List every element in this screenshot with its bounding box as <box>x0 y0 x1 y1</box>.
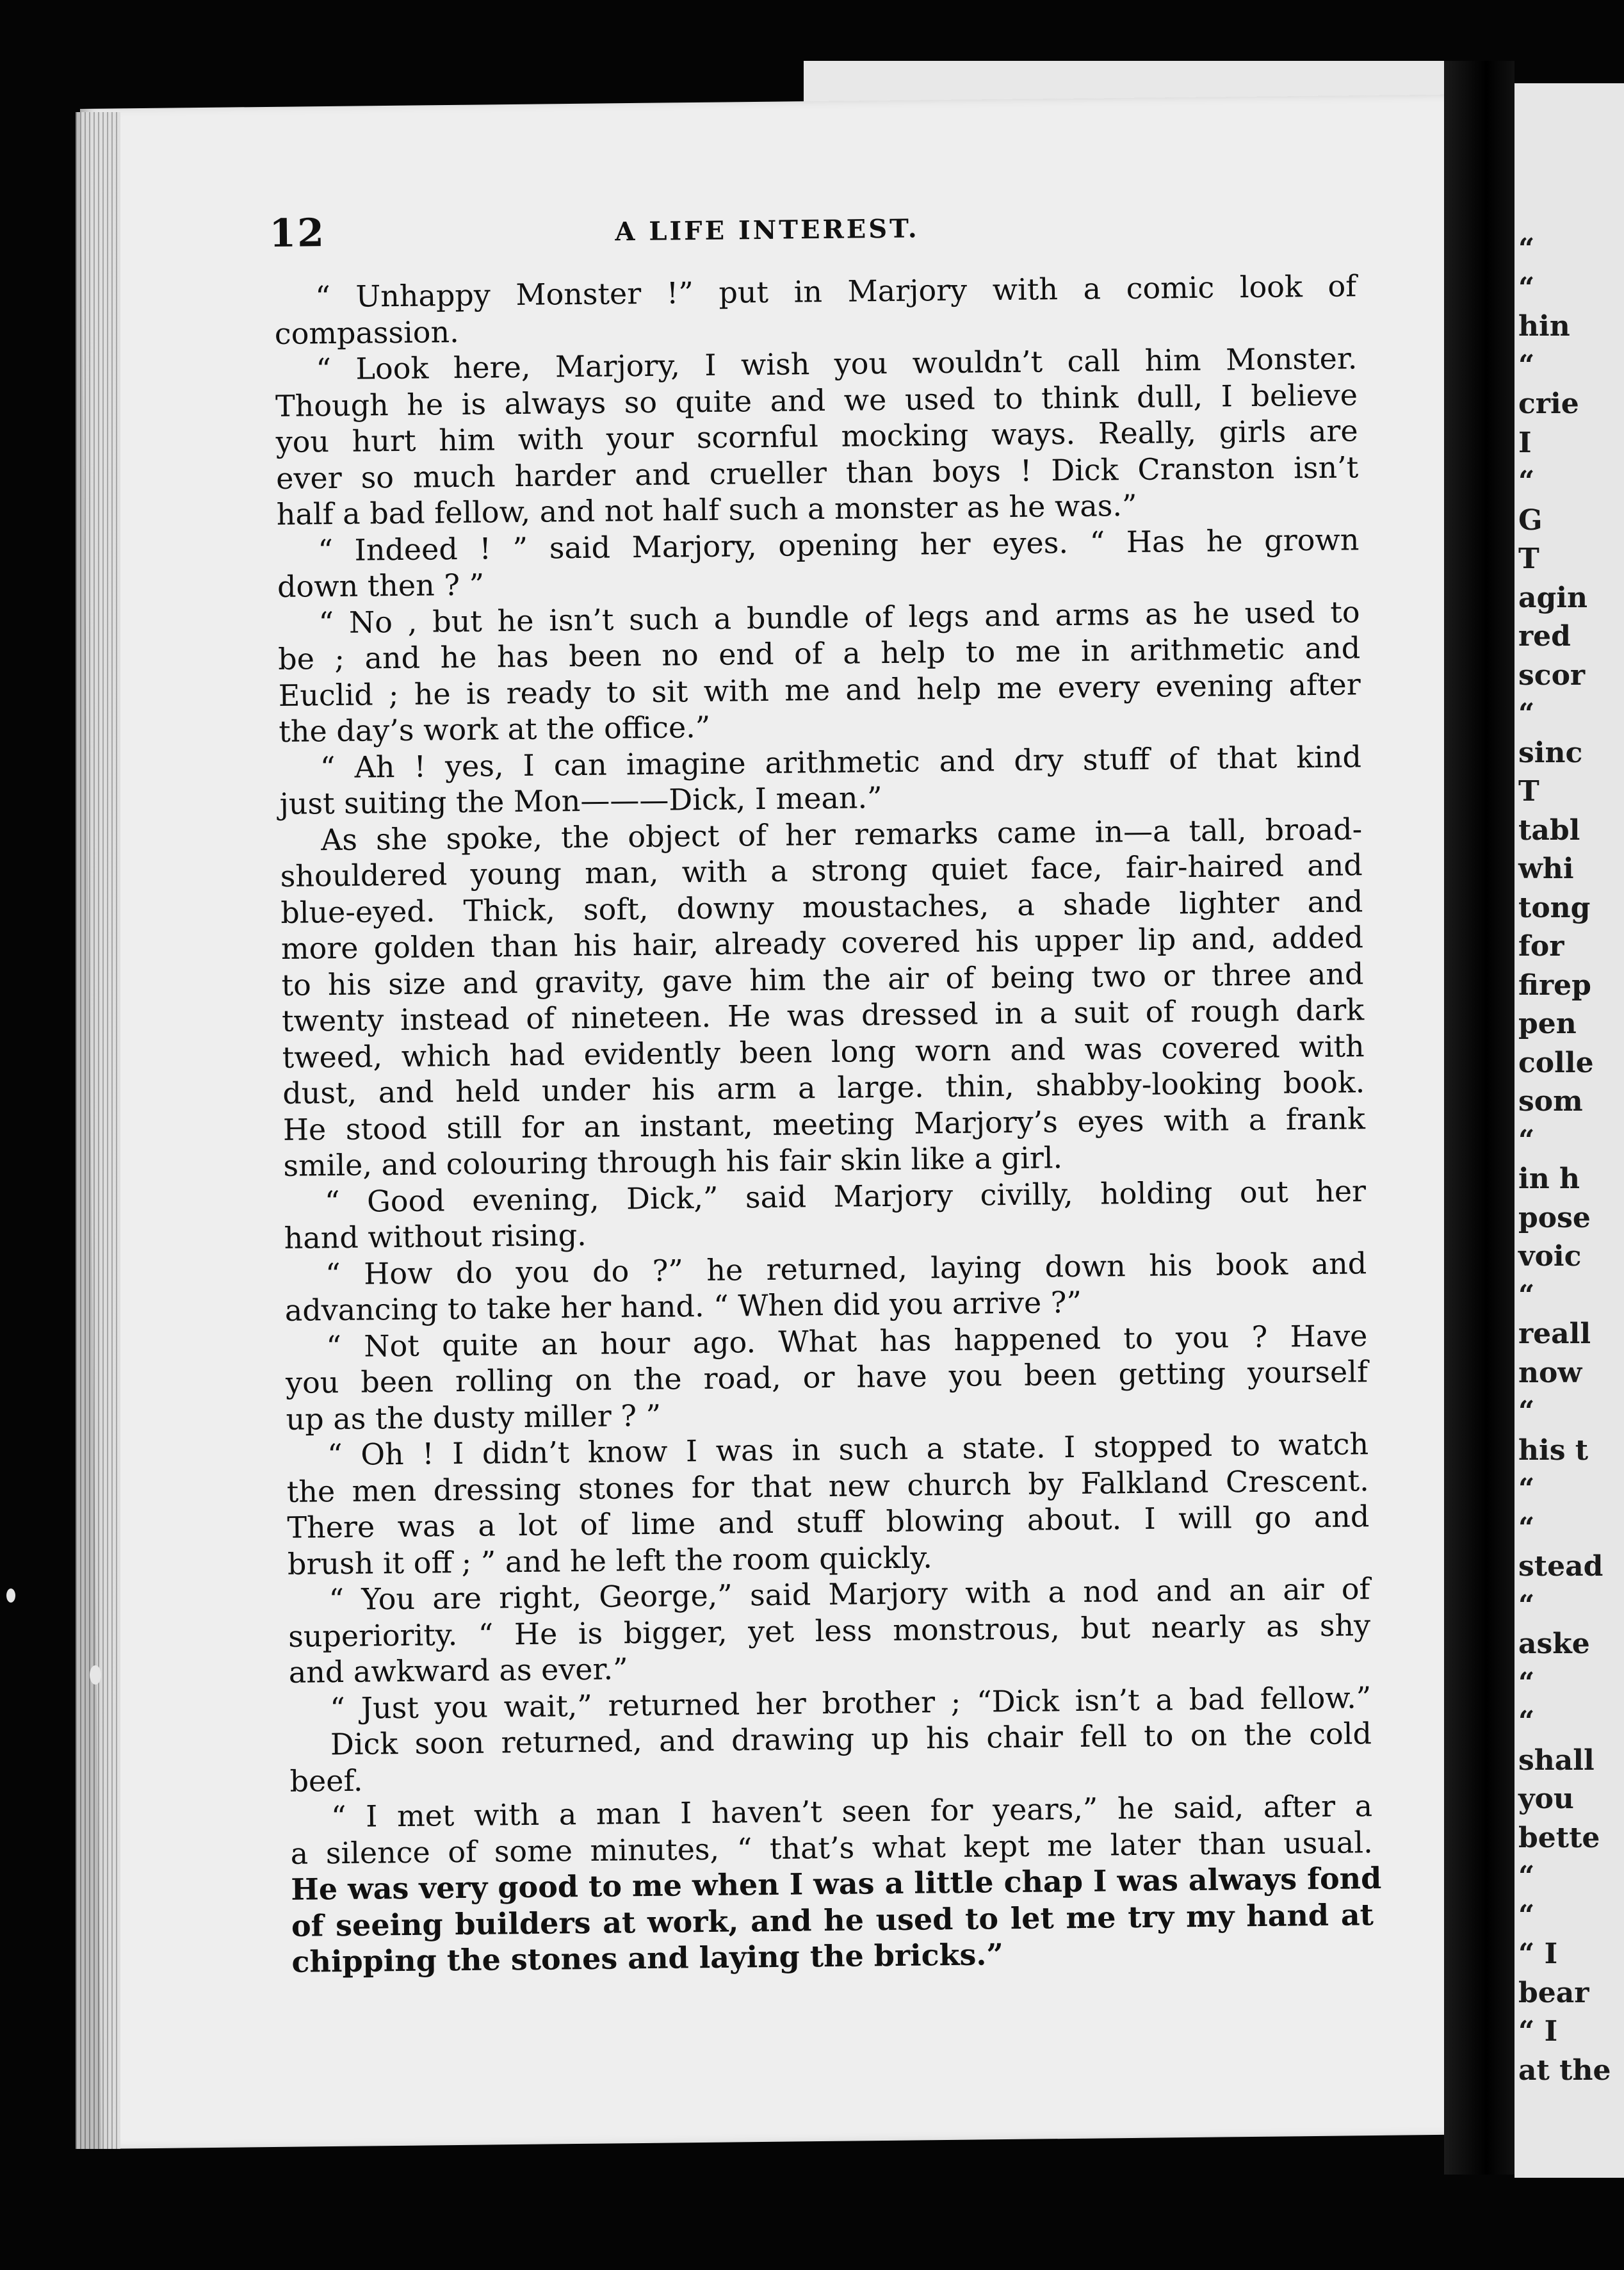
text-line: There was a lot of lime and stuff blowing about. I will go and <box>287 1499 1370 1545</box>
facing-page-fragment: in h <box>1518 1163 1580 1195</box>
facing-page-fragment: “ <box>1518 1511 1535 1544</box>
text-line: “ Just you wait,” returned her brother ; “Dick isn’t a bad fellow.” <box>330 1679 1372 1726</box>
facing-page-fragment: “ <box>1518 1705 1535 1738</box>
facing-page-fragment: tabl <box>1518 813 1580 847</box>
facing-page-fragment: whi <box>1518 853 1574 885</box>
facing-page-fragment: for <box>1518 930 1564 963</box>
facing-page-fragment: reall <box>1518 1318 1591 1350</box>
facing-page-fragment: his t <box>1518 1433 1589 1467</box>
text-line: Though he is always so quite and we used to think dull, I believe <box>275 377 1358 423</box>
text-line: superiority. “ He is bigger, yet less monstrous, but nearly as shy <box>288 1607 1371 1654</box>
text-line: “ Look here, Marjory, I wish you wouldn’t call him Monster. <box>316 341 1358 387</box>
facing-page-fragment: hin <box>1518 310 1570 343</box>
text-line: beef. <box>289 1763 363 1799</box>
text-line: you been rolling on the road, or have you been getting yourself <box>285 1354 1368 1400</box>
text-line: “ Unhappy Monster !” put in Marjory with a comic look of <box>315 268 1357 314</box>
text-line: to his size and gravity, gave him the air of being two or three and <box>281 956 1364 1002</box>
facing-page-fragment: “ <box>1518 233 1535 265</box>
facing-page-fragment: bear <box>1518 1976 1589 2009</box>
running-title: A LIFE INTEREST. <box>615 213 920 247</box>
facing-page-fragment: “ <box>1518 465 1535 498</box>
text-line: the men dressing stones for that new church by Falkland Crescent. <box>286 1462 1370 1509</box>
facing-page-fragment: scor <box>1518 658 1586 692</box>
facing-page-fragment: “ <box>1518 1898 1535 1932</box>
page-leaf-edges <box>76 112 120 2149</box>
facing-page-fragment: agin <box>1518 581 1587 614</box>
facing-page-fragment: shall <box>1518 1743 1595 1777</box>
facing-page <box>1514 83 1624 2178</box>
facing-page-fragment: “ I <box>1518 2015 1558 2048</box>
facing-page-fragment: T <box>1518 543 1539 575</box>
facing-page-fragment: I <box>1518 426 1532 459</box>
facing-page-fragment: colle <box>1518 1046 1594 1079</box>
facing-page-fragment: “ <box>1518 1666 1535 1699</box>
text-line: shouldered young man, with a strong quiet face, fair-haired and <box>280 847 1363 894</box>
facing-page-fragment: voic <box>1518 1240 1582 1273</box>
text-line: “ Oh ! I didn’t know I was in such a state. I stopped to watch <box>327 1426 1369 1473</box>
text-line: He stood still for an instant, meeting Marjory’s eyes with a frank <box>282 1100 1366 1147</box>
text-line: be ; and he has been no end of a help to me in arithmetic and <box>277 630 1361 676</box>
text-line: the day’s work at the office.” <box>279 709 711 749</box>
text-line: you hurt him with your scornful mocking ways. Really, girls are <box>275 413 1358 459</box>
facing-page-fragment: you <box>1518 1783 1574 1815</box>
text-line: “ Ah ! yes, I can imagine arithmetic and dry stuff of that kind <box>320 739 1362 785</box>
facing-page-fragment: “ <box>1518 1123 1535 1157</box>
text-line: down then ? ” <box>277 567 485 604</box>
text-line: and awkward as ever.” <box>288 1651 628 1690</box>
facing-page-fragment: sinc <box>1518 736 1583 769</box>
facing-page-fragment: aske <box>1518 1628 1590 1660</box>
text-line: “ Indeed ! ” said Marjory, opening her eyes. “ Has he grown <box>318 521 1360 568</box>
text-line: just suiting the Mon———Dick, I mean.” <box>279 780 882 821</box>
facing-page-fragment: “ <box>1518 271 1535 304</box>
text-line: Dick soon returned, and drawing up his chair fell to on the cold <box>330 1716 1372 1762</box>
facing-page-fragment: firep <box>1518 968 1591 1002</box>
scan-speck <box>6 1588 15 1603</box>
book-gutter <box>1444 61 1514 2175</box>
facing-page-fragment: “ <box>1518 1473 1535 1505</box>
text-line: compassion. <box>274 314 459 351</box>
text-line: smile, and colouring through his fair skin like a girl. <box>283 1140 1063 1183</box>
facing-page-fragment: “ <box>1518 1395 1535 1428</box>
facing-page-fragment: “ <box>1518 1278 1535 1312</box>
text-line: dust, and held under his arm a large. thin, shabby-looking book. <box>282 1065 1365 1111</box>
text-line: more golden than his hair, already covered his upper lip and, added <box>280 920 1364 966</box>
text-line: chipping the stones and laying the bricks.” <box>291 1937 1004 1979</box>
facing-page-fragment: pose <box>1518 1201 1591 1234</box>
text-line: blue-eyed. Thick, soft, downy moustaches, a shade lighter and <box>280 883 1363 930</box>
text-line: “ I met with a man I haven’t seen for years,” he said, after a <box>330 1788 1373 1834</box>
facing-page-fragment: bette <box>1518 1821 1600 1854</box>
facing-page-fragment: som <box>1518 1085 1583 1118</box>
facing-page-fragment: “ <box>1518 1588 1535 1622</box>
text-line: “ No , but he isn’t such a bundle of legs and arms as he used to <box>318 594 1360 640</box>
text-line: “ How do you do ?” he returned, laying down his book and <box>325 1245 1367 1291</box>
facing-page-fragment: now <box>1518 1356 1582 1389</box>
facing-page-fragment: tong <box>1518 891 1591 924</box>
facing-page-fragment: G <box>1518 503 1543 537</box>
text-line: half a bad fellow, and not half such a monster as he was.” <box>276 487 1137 532</box>
text-line: ever so much harder and crueller than boys ! Dick Cranston isn’t <box>275 449 1359 496</box>
page-number: 12 <box>269 211 326 256</box>
facing-page-fragment: T <box>1518 775 1539 808</box>
text-line: tweed, which had evidently been long worn and was covered with <box>282 1028 1365 1075</box>
scan-speck <box>90 1665 101 1685</box>
facing-page-fragment: pen <box>1518 1008 1577 1040</box>
facing-page-fragment: “ <box>1518 1860 1535 1893</box>
facing-page-fragment: crie <box>1518 388 1579 420</box>
text-line: “ Not quite an hour ago. What has happened to you ? Have <box>326 1318 1368 1364</box>
text-line: a silence of some minutes, “ that’s what kept me later than usual. <box>290 1824 1373 1871</box>
text-line: brush it off ; ” and he left the room quickly. <box>287 1539 933 1581</box>
facing-page-fragment: at the <box>1518 2054 1611 2087</box>
text-line: Euclid ; he is ready to sit with me and help me every evening after <box>278 666 1361 713</box>
facing-page-fragment: “ I <box>1518 1938 1558 1970</box>
facing-page-fragment: “ <box>1518 348 1535 382</box>
body-text <box>274 268 1382 1980</box>
text-line: He was very good to me when I was a little chap I was always fond <box>291 1861 1382 1907</box>
text-line: “ Good evening, Dick,” said Marjory civilly, holding out her <box>324 1173 1367 1219</box>
facing-page-fragment: stead <box>1518 1550 1604 1583</box>
facing-page-fragment: red <box>1518 620 1571 653</box>
text-line: twenty instead of nineteen. He was dressed in a suit of rough dark <box>281 992 1365 1038</box>
text-line: hand without rising. <box>284 1217 587 1255</box>
facing-page-fragment: “ <box>1518 698 1535 730</box>
text-line: advancing to take her hand. “ When did you arrive ?” <box>284 1284 1082 1328</box>
text-line: As she spoke, the object of her remarks came in—a tall, broad- <box>320 811 1363 857</box>
text-line: “ You are right, George,” said Marjory with a nod and an air of <box>329 1571 1370 1617</box>
text-line: up as the dusty miller ? ” <box>286 1398 662 1437</box>
text-line: of seeing builders at work, and he used to let me try my hand at <box>291 1897 1374 1943</box>
